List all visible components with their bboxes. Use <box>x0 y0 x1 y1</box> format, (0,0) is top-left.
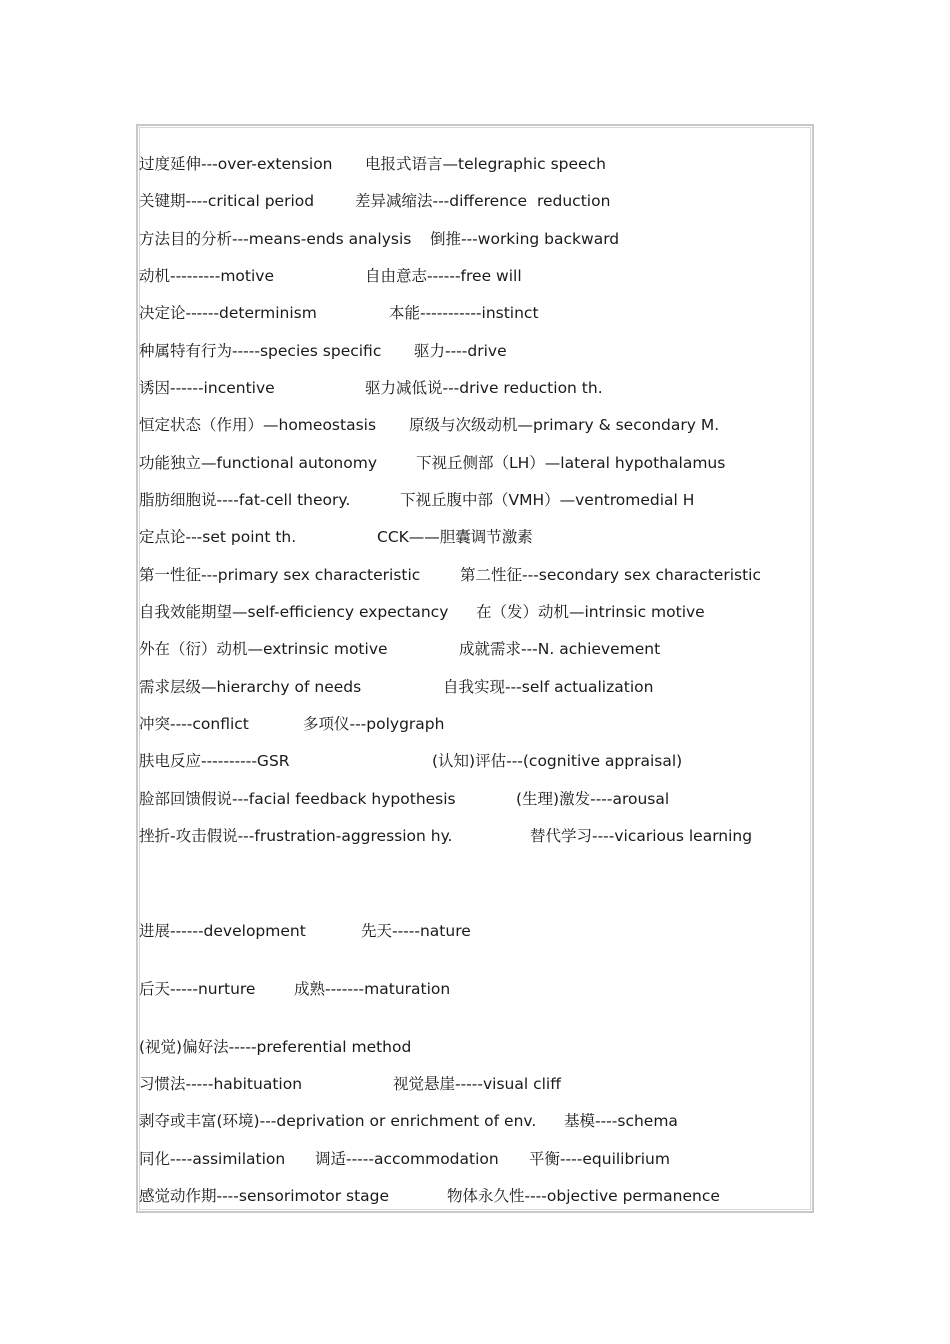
term-entry: (认知)评估---(cognitive appraisal) <box>432 752 683 770</box>
term-entry: 习惯法-----habituation <box>139 1075 303 1093</box>
term-entry: 在（发）动机—intrinsic motive <box>476 603 705 621</box>
term-line <box>139 153 606 175</box>
term-entry: 种属特有行为-----species specific <box>139 342 382 360</box>
term-entry: 下视丘侧部（LH）—lateral hypothalamus <box>416 454 726 472</box>
term-entry: (生理)激发----arousal <box>516 790 670 808</box>
term-entry: 原级与次级动机—primary & secondary M. <box>409 416 720 434</box>
term-entry: 平衡----equilibrium <box>529 1150 670 1168</box>
term-entry: 挫折-攻击假说---frustration-aggression hy. <box>139 827 453 845</box>
term-entry: 剥夺或丰富(环境)---deprivation or enrichment of env. <box>139 1112 537 1130</box>
term-entry: 诱因------incentive <box>139 379 275 397</box>
term-entry: 本能-----------instinct <box>389 304 539 322</box>
term-entry: 关键期----critical period <box>139 192 315 210</box>
term-line <box>139 978 451 1000</box>
term-entry: 驱力----drive <box>414 342 507 360</box>
term-entry: 外在（衍）动机—extrinsic motive <box>139 640 388 658</box>
term-line <box>139 1185 720 1207</box>
term-line <box>139 713 445 735</box>
term-entry: 多项仪---polygraph <box>303 715 445 733</box>
term-line <box>139 638 661 660</box>
term-entry: 成熟-------maturation <box>294 980 451 998</box>
term-entry: 脸部回馈假说---facial feedback hypothesis <box>139 790 456 808</box>
term-entry: 决定论------determinism <box>139 304 317 322</box>
term-entry: 先天-----nature <box>361 922 471 940</box>
term-line <box>139 750 683 772</box>
term-entry: 同化----assimilation <box>139 1150 286 1168</box>
term-line <box>139 190 611 212</box>
term-line <box>139 1073 561 1095</box>
term-entry: (视觉)偏好法-----preferential method <box>139 1038 412 1056</box>
term-entry: 自我效能期望—self-efficiency expectancy <box>139 603 449 621</box>
term-line <box>139 340 507 362</box>
term-line <box>139 1036 412 1058</box>
term-entry: 定点论---set point th. <box>139 528 297 546</box>
term-entry: 方法目的分析---means-ends analysis <box>139 230 412 248</box>
term-line <box>139 452 726 474</box>
term-entry: 自我实现---self actualization <box>443 678 654 696</box>
term-line <box>139 1148 670 1170</box>
term-line <box>139 302 539 324</box>
term-line <box>139 788 670 810</box>
term-entry: 替代学习----vicarious learning <box>530 827 753 845</box>
term-entry: 自由意志------free will <box>365 267 522 285</box>
term-line <box>139 676 654 698</box>
term-entry: 差异减缩法---difference reduction <box>355 192 611 210</box>
term-entry: 恒定状态（作用）—homeostasis <box>139 416 377 434</box>
term-entry: 物体永久性----objective permanence <box>447 1187 720 1205</box>
term-line <box>139 228 620 250</box>
term-entry: 第一性征---primary sex characteristic <box>139 566 421 584</box>
term-entry: 视觉悬崖-----visual cliff <box>393 1075 561 1093</box>
term-entry: 成就需求---N. achievement <box>459 640 661 658</box>
term-entry: 下视丘腹中部（VMH）—ventromedial H <box>400 491 695 509</box>
term-line <box>139 564 761 586</box>
term-entry: 倒推---working backward <box>430 230 620 248</box>
term-entry: 动机---------motive <box>139 267 275 285</box>
term-line <box>139 377 603 399</box>
term-entry: 进展------development <box>139 922 306 940</box>
term-entry: 驱力减低说---drive reduction th. <box>365 379 603 397</box>
term-line <box>139 526 533 548</box>
term-entry: 第二性征---secondary sex characteristic <box>460 566 761 584</box>
term-entry: 过度延伸---over-extension <box>139 155 333 173</box>
term-entry: 肤电反应----------GSR <box>139 752 290 770</box>
term-entry: 需求层级—hierarchy of needs <box>139 678 362 696</box>
term-line <box>139 920 471 942</box>
term-entry: 电报式语言—telegraphic speech <box>365 155 606 173</box>
term-line <box>139 601 705 623</box>
term-line <box>139 489 695 511</box>
term-entry: 脂肪细胞说----fat-cell theory. <box>139 491 351 509</box>
term-entry: 调适-----accommodation <box>315 1150 499 1168</box>
term-entry: CCK——胆囊调节激素 <box>377 528 533 546</box>
term-entry: 感觉动作期----sensorimotor stage <box>139 1187 390 1205</box>
term-line <box>139 1110 678 1132</box>
term-entry: 功能独立—functional autonomy <box>139 454 378 472</box>
term-line <box>139 414 720 436</box>
term-line <box>139 265 522 287</box>
term-line <box>139 825 753 847</box>
term-entry: 后天-----nurture <box>139 980 256 998</box>
term-entry: 冲突----conflict <box>139 715 249 733</box>
term-entry: 基模----schema <box>564 1112 678 1130</box>
